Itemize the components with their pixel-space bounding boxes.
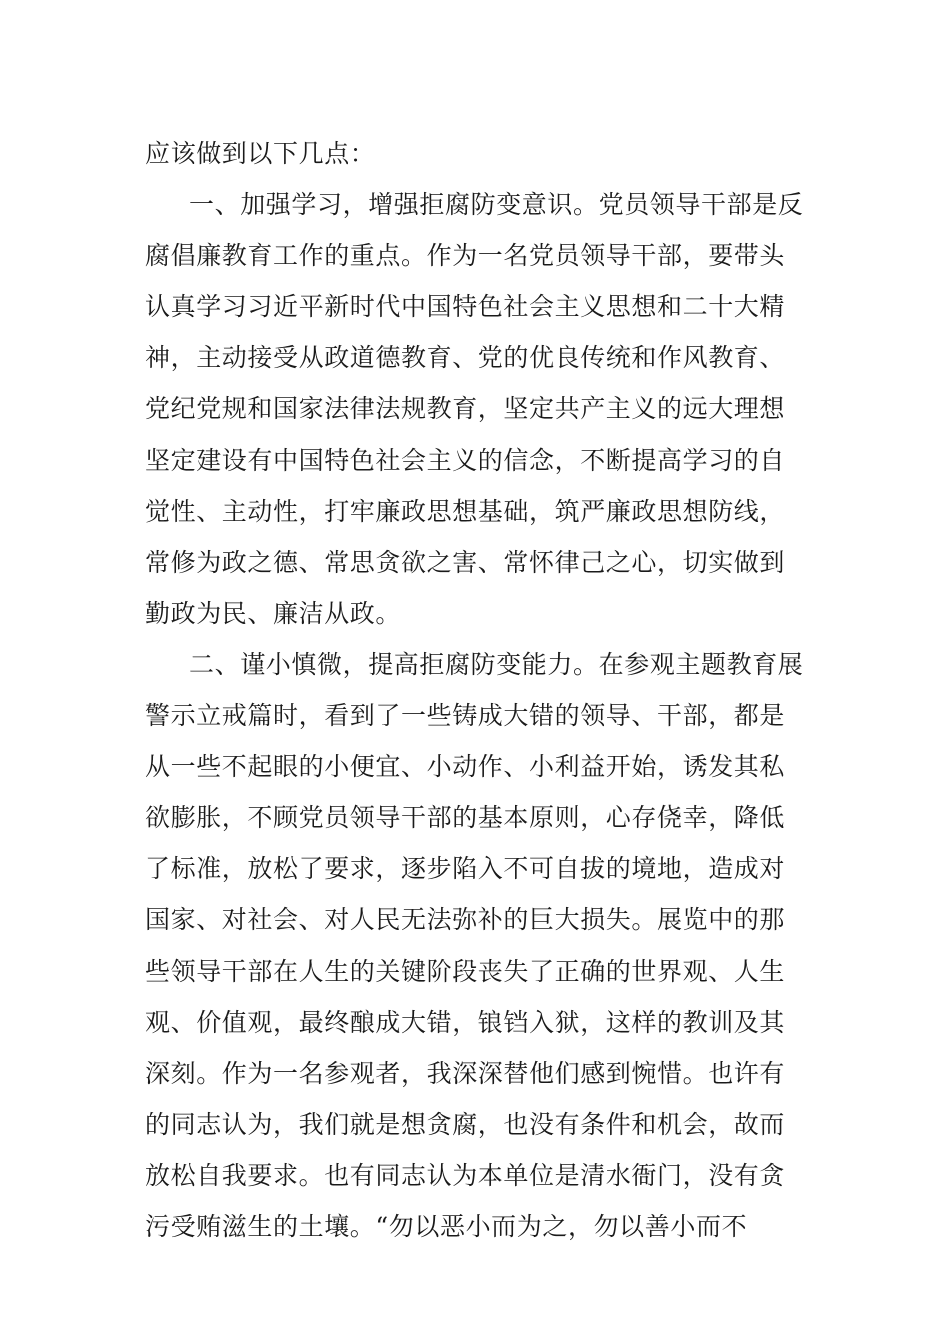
text-line: 坚定建设有中国特色社会主义的信念，不断提高学习的自 [145, 445, 786, 475]
text-line: 勤政为民、廉洁从政。 [145, 598, 402, 628]
text-line: 神，主动接受从政道德教育、党的优良传统和作风教育、 [145, 343, 786, 373]
text-line: 欲膨胀，不顾党员领导干部的基本原则，心存侥幸，降低 [145, 803, 786, 833]
text-line: 党纪党规和国家法律法规教育，坚定共产主义的远大理想 [145, 394, 786, 424]
text-line: 腐倡廉教育工作的重点。作为一名党员领导干部，要带头 [145, 241, 786, 271]
text-line: 从一些不起眼的小便宜、小动作、小利益开始，诱发其私 [145, 752, 786, 782]
text-line: 放松自我要求。也有同志认为本单位是清水衙门，没有贪 [145, 1160, 786, 1190]
text-line: 污受贿滋生的土壤。“勿以恶小而为之，勿以善小而不 [145, 1211, 748, 1241]
text-line: 的同志认为，我们就是想贪腐，也没有条件和机会，故而 [145, 1109, 786, 1139]
text-line: 应该做到以下几点： [145, 139, 376, 168]
paragraph-two-first-line: 二、谨小慎微，提高拒腐防变能力。在参观主题教育展 [189, 649, 804, 679]
document-body [145, 128, 815, 1252]
paragraph-one-first-line: 一、加强学习，增强拒腐防变意识。党员领导干部是反 [189, 190, 804, 220]
text-line: 些领导干部在人生的关键阶段丧失了正确的世界观、人生 [145, 956, 786, 986]
text-line: 国家、对社会、对人民无法弥补的巨大损失。展览中的那 [145, 905, 786, 935]
text-line: 了标准，放松了要求，逐步陷入不可自拔的境地，造成对 [145, 854, 786, 884]
text-line: 观、价值观，最终酿成大错，锒铛入狱，这样的教训及其 [145, 1007, 786, 1037]
text-line: 认真学习习近平新时代中国特色社会主义思想和二十大精 [145, 292, 786, 322]
text-line: 深刻。作为一名参观者，我深深替他们感到惋惜。也许有 [145, 1058, 786, 1088]
text-line: 常修为政之德、常思贪欲之害、常怀律己之心，切实做到 [145, 547, 786, 577]
text-line: 觉性、主动性，打牢廉政思想基础，筑严廉政思想防线， [145, 496, 786, 526]
text-line: 警示立戒篇时，看到了一些铸成大错的领导、干部，都是 [145, 701, 786, 731]
